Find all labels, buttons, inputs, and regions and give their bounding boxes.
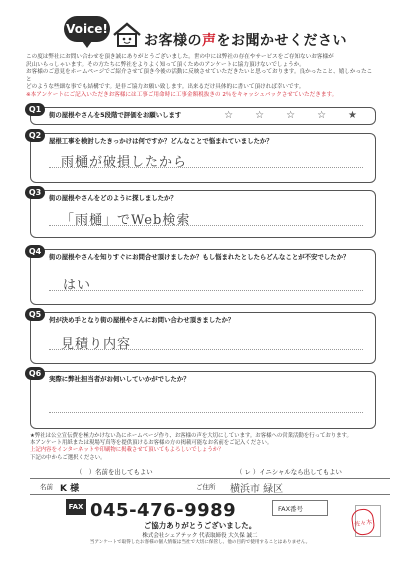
voice-badge: Voice! xyxy=(64,16,110,42)
question-tag: Q6 xyxy=(25,367,45,380)
address-value[interactable]: 横浜市 緑区 xyxy=(230,484,284,495)
question-text: 実際に弊社担当者がお伺いしていかがでしたか？ xyxy=(49,375,190,383)
question-q6 xyxy=(30,371,376,429)
answer-line xyxy=(49,290,363,291)
name-address-row xyxy=(30,481,390,495)
title-accent: 声 xyxy=(202,33,217,49)
answer-text[interactable]: 「雨樋」でWeb検索 xyxy=(61,213,191,228)
fax-number: 045-476-9989 xyxy=(90,500,237,521)
star-icon[interactable]: ★ xyxy=(348,110,357,121)
name-label: 名前 xyxy=(40,483,53,491)
name-consent-row xyxy=(30,466,390,479)
consent-notes xyxy=(30,433,390,462)
answer-line xyxy=(49,225,363,226)
star-icon[interactable]: ☆ xyxy=(286,110,296,121)
answer-line xyxy=(49,412,363,413)
answer-line xyxy=(49,349,363,350)
house-icon xyxy=(112,22,142,48)
question-q4 xyxy=(30,249,376,305)
privacy-text: 当アンケートで取得したお客様の個人情報は当社で大切に保管し、他の目的で使用することはありません。 xyxy=(89,540,311,545)
notes-line: 下記の中からご選択ください。 xyxy=(30,454,106,461)
answer-text[interactable]: 見積り内容 xyxy=(61,337,132,352)
thanks-text: ご協力ありがとうございました。 xyxy=(143,521,257,530)
question-text: 屋根工事を検討したきっかけは何ですか？どんなことで悩まれていましたか？ xyxy=(49,137,273,145)
cashback-note: ※本アンケートにご記入いただきお客様には工事ご用命時に工事金額税抜きの 2％をキャッシュバックさせていただきます。 xyxy=(26,91,338,98)
question-tag: Q2 xyxy=(25,129,45,142)
header xyxy=(0,0,400,62)
intro-line: 沢山いらっしゃいます。その方たちに弊社をよりよく知って頂くためのアンケートに協力頂けないでしょうか。 xyxy=(26,61,305,68)
answer-text[interactable]: 雨樋が破損したから xyxy=(61,155,188,170)
question-tag: Q3 xyxy=(25,186,45,199)
question-text: 街の屋根やさんを5段階で評価をお願いします xyxy=(49,111,182,119)
company-text: 株式会社シェアテック 代表取締役 大久保 誠二 xyxy=(142,533,258,539)
answer-text[interactable]: はい xyxy=(63,278,92,293)
question-q5 xyxy=(30,312,376,364)
question-tag: Q5 xyxy=(25,308,45,321)
intro-text xyxy=(26,54,376,100)
seal-stamp: 佐々木 xyxy=(350,508,375,537)
fax-badge: FAX xyxy=(66,499,86,515)
question-text: 何が決め手となり街の屋根やさんにお問い合わせ頂きましたか？ xyxy=(49,316,235,324)
notes-line: ★弊社は公立宣伝費を極力かけない為にホームページ作り、お客様の声を大切にしています。お客様への営業活動を行っております。 xyxy=(30,433,352,439)
title-prefix: お客様の xyxy=(144,33,202,49)
option-initial-ok[interactable]: （ レ ）イニシャルなら出してもよい xyxy=(236,468,342,476)
fax-label: FAX番号 xyxy=(278,505,304,513)
question-q1 xyxy=(30,107,376,125)
question-q3 xyxy=(30,190,376,238)
fax-label-box xyxy=(272,500,328,516)
address-label: ご住所 xyxy=(196,483,216,491)
intro-line: この度は弊社にお問い合わせを頂き誠にありがとうございました。世の中には弊社の存在やサービスをご存知ないお客様が xyxy=(26,54,334,60)
question-tag: Q4 xyxy=(25,245,45,258)
question-q2 xyxy=(30,133,376,183)
intro-line: どのような些細な事でも結構です。是非ご協力お願い致します。出来るだけ具体的に書いて頂ければ幸いです。 xyxy=(26,84,305,91)
intro-line: お客様のご意見をホームページでご紹介させて頂き今後の活動に反映させていただきたいと思っております。良かったこと、嬉しかったこと xyxy=(26,69,373,83)
question-text: 街の屋根やさんをどのように探しましたか？ xyxy=(49,194,177,202)
option-name-ok[interactable]: （ ）名前を出してもよい xyxy=(76,468,153,476)
name-value[interactable]: K 様 xyxy=(60,484,80,494)
notes-line-red: 上記内容をインターネットや印刷物に掲載させて頂いてもよろしいでしょうか？ xyxy=(30,447,224,454)
star-icon[interactable]: ☆ xyxy=(224,110,234,121)
question-text: 街の屋根やさんを知りすぐにお問合せ頂けましたか？もし悩まれたとしたらどんなことが不安でしたか？ xyxy=(49,253,350,261)
rating-stars[interactable] xyxy=(224,110,357,121)
question-tag: Q1 xyxy=(25,103,45,116)
notes-line: 本アンケート用紙または現場写真等を提供頂けるお客様の方の掲載可能なお名前をご記入ください。 xyxy=(30,440,273,447)
star-icon[interactable]: ☆ xyxy=(255,110,265,121)
answer-line xyxy=(49,167,363,168)
title-suffix: をお聞かせください xyxy=(216,33,347,49)
page-title xyxy=(144,30,347,50)
star-icon[interactable]: ☆ xyxy=(317,110,327,121)
